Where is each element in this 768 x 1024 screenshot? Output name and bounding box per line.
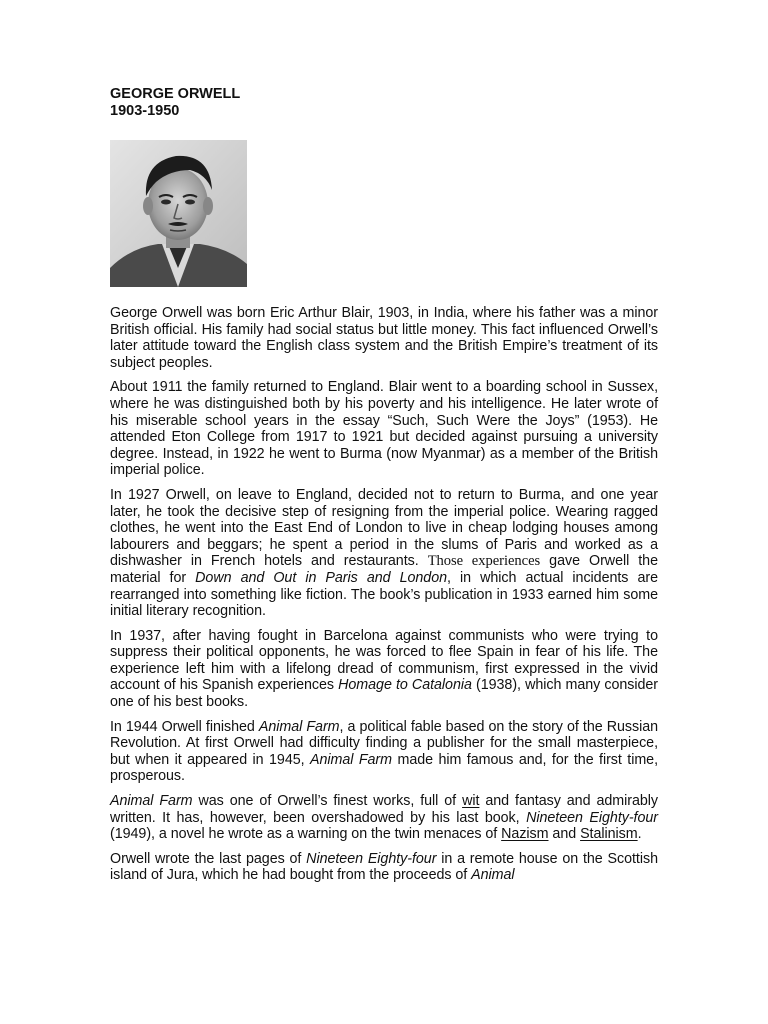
- author-dates: 1903-1950: [110, 103, 180, 119]
- text-run: and: [548, 826, 581, 843]
- paragraph-school: About 1911 the family returned to England. Blair went to a boarding school in Sussex, where he was distinguished both by his poverty and his intelligence. He later wrote of his miserable school years in the essay “Such, Such Were the Joys” (1953). He attended Eton College from 1917 to 1921 but decided against pursuing a university degree. Instead, in 1922 he went to Burma (now Myanmar) as a member of the British imperial police.: [110, 379, 658, 479]
- text-run: (1938), which many consider one of his best books.: [110, 677, 659, 711]
- book-title-homage-to-catalonia: Homage to Catalonia: [338, 677, 472, 694]
- text-run-serif: Those experiences: [427, 553, 541, 570]
- text-run: , a political fable based on the story of the Russian Revolution. At first Orwell had difficulty finding a publisher for the small masterpiece, but when it appeared in 1945,: [110, 718, 659, 768]
- text-run: Orwell wrote the last pages of: [110, 850, 307, 867]
- book-title-nineteen-eighty-four: Nineteen Eighty-four: [526, 809, 658, 826]
- text-run: , in which actual incidents are rearranged into something like fiction. The book’s publication in 1933 earned him some initial literary recognition.: [110, 569, 658, 620]
- paragraph-spain: [110, 628, 658, 711]
- text-run: was one of Orwell’s finest works, full of: [192, 793, 463, 810]
- book-title-animal-farm: Animal: [471, 867, 515, 884]
- link-wit[interactable]: wit: [462, 793, 480, 810]
- link-nazism[interactable]: Nazism: [501, 826, 549, 843]
- text-run: .: [637, 826, 642, 843]
- biography-article: [110, 305, 658, 884]
- link-stalinism[interactable]: Stalinism: [580, 826, 638, 843]
- text-run: In 1944 Orwell finished: [110, 718, 259, 735]
- document-page: [110, 86, 658, 892]
- paragraph-birth: George Orwell was born Eric Arthur Blair, 1903, in India, where his father was a minor British official. His family had social status but little money. This fact influenced Orwell’s later attitude toward the English class system and the British Empire’s treatment of its subject peoples.: [110, 305, 658, 371]
- book-title-down-and-out: Down and Out in Paris and London: [195, 569, 448, 586]
- text-run: in a remote house on the Scottish island of Jura, which he had bought from the proceeds of: [110, 850, 658, 884]
- author-name: GEORGE ORWELL: [110, 86, 241, 102]
- text-run: gave Orwell the material for: [110, 553, 658, 586]
- text-run: and fantasy and admirably written. It has, however, been overshadowed by his last book,: [110, 793, 658, 826]
- book-title-animal-farm: Animal Farm: [310, 751, 393, 768]
- text-run: (1949), a novel he wrote as a warning on the twin menaces of: [110, 826, 502, 843]
- text-run: In 1927 Orwell, on leave to England, decided not to return to Burma, and one year later, he took the decisive step of resigning from the imperial police. Wearing ragged clothes, he went into the East End of London to live in cheap lodging houses among labourers and beggars; he spent a period in the slums of Paris and worked as a dishwasher in French hotels and restaurants.: [110, 486, 658, 570]
- book-title-animal-farm: Animal Farm: [110, 793, 193, 810]
- book-title-animal-farm: Animal Farm: [258, 718, 340, 735]
- paragraph-poverty: [110, 487, 658, 620]
- book-title-nineteen-eighty-four: Nineteen Eighty-four: [306, 850, 437, 867]
- paragraph-animal-farm: [110, 719, 658, 785]
- paragraph-jura: [110, 851, 658, 884]
- paragraph-finest-works: [110, 793, 658, 843]
- text-run: made him famous and, for the first time, prosperous.: [110, 751, 659, 785]
- text-run: In 1937, after having fought in Barcelona against communists who were trying to suppress their political opponents, he was forced to flee Spain in fear of his life. The experience left him with a lifelong dread of communism, first expressed in the vivid account of his Spanish experiences: [110, 627, 658, 694]
- portrait-photo-icon: [110, 140, 247, 287]
